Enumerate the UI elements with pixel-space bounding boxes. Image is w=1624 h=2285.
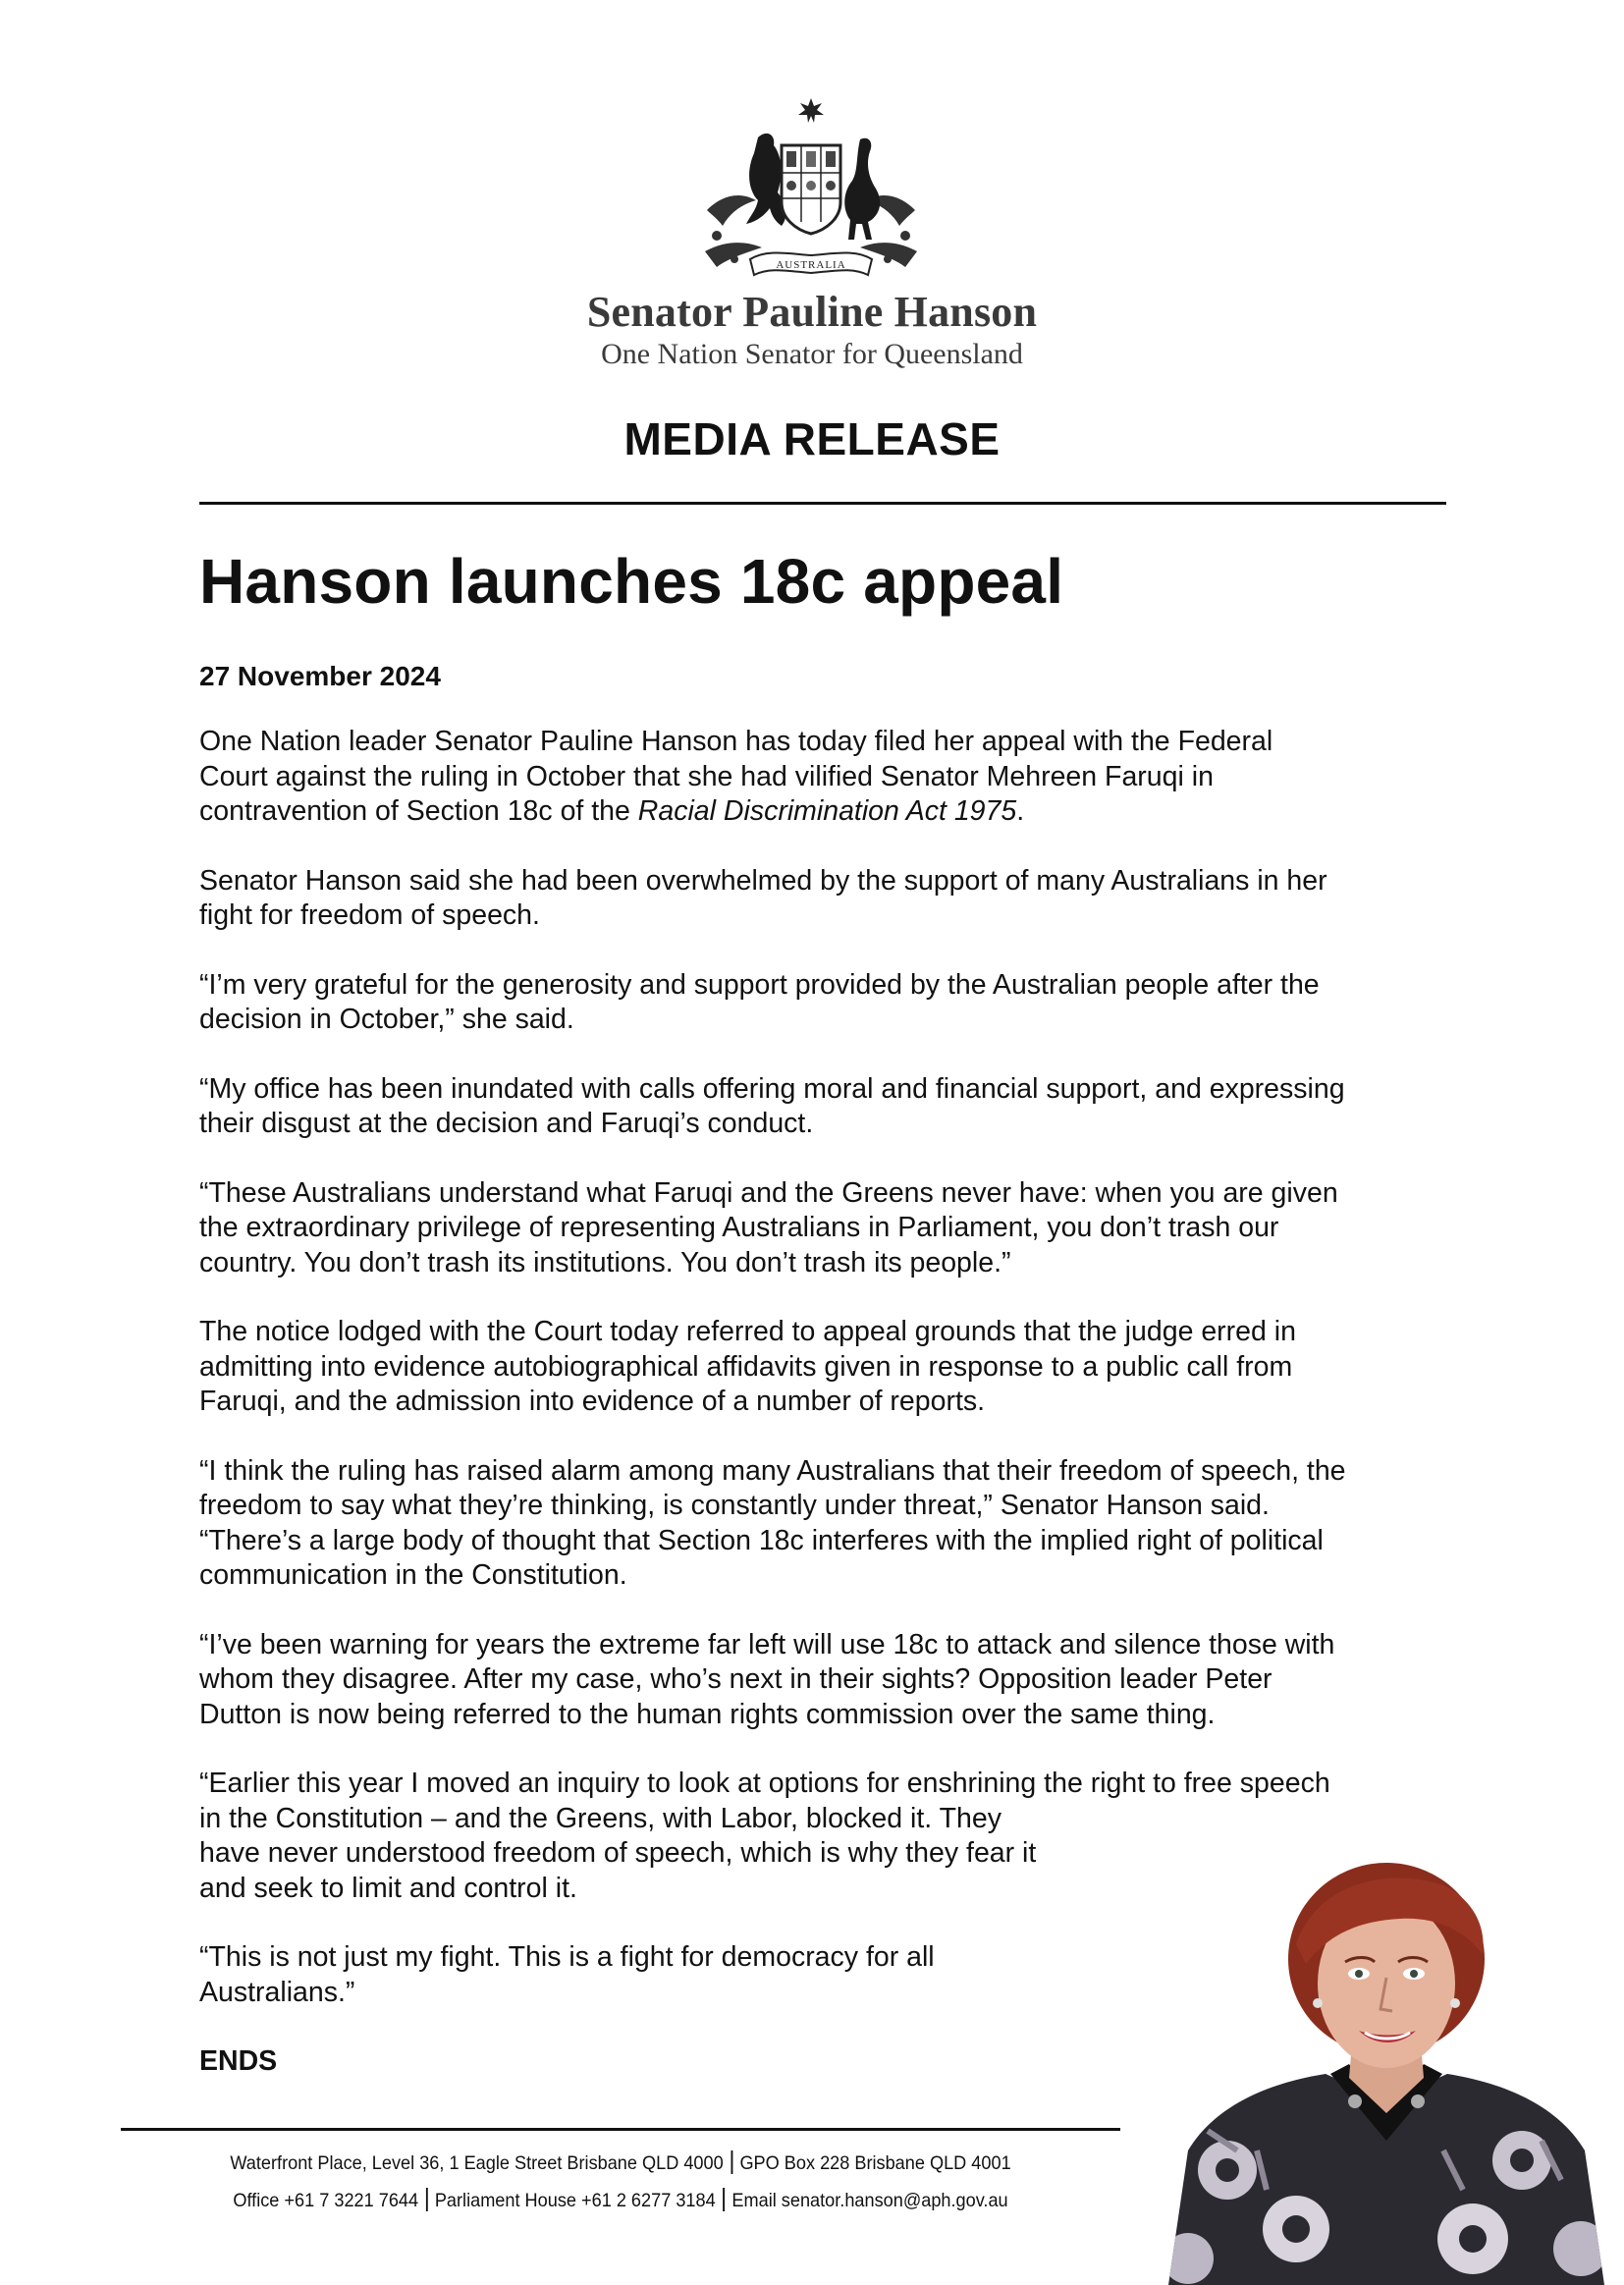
paragraph-5 [199,1176,1476,1281]
paragraph-line: their disgust at the decision and Faruqi’s conduct. [199,1108,814,1139]
paragraph-line: freedom to say what they’re thinking, is constantly under threat,” Senator Hanson said. [199,1490,1270,1521]
paragraph-line: “I think the ruling has raised alarm among many Australians that their freedom of speech, the [199,1454,1346,1487]
paragraph-1 [199,725,1476,830]
paragraph-6 [199,1315,1476,1420]
paragraph-line: Australians.” [199,1976,355,2008]
footer-address-line [156,2150,1086,2175]
paragraph-line: have never understood freedom of speech, which is why they fear it [199,1837,1037,1869]
act-title: Racial Discrimination Act 1975 [637,795,1017,827]
footer-email: Email senator.hanson@aph.gov.au [731,2190,1008,2211]
paragraph-line: Faruqi, and the admission into evidence of a number of reports. [199,1386,986,1417]
paragraph-4 [199,1072,1476,1142]
paragraph-line: in the Constitution – and the Greens, with Labor, blocked it. They [199,1802,1001,1834]
paragraph-line: “Earlier this year I moved an inquiry to look at options for enshrining the right to free speech [199,1768,1330,1799]
footer-office-phone: Office +61 7 3221 7644 [233,2190,419,2211]
paragraph-8 [199,1628,1476,1733]
footer-contact-line [156,2188,1086,2212]
paragraph-line: “My office has been inundated with calls offering moral and financial support, and expressing [199,1072,1345,1105]
senator-name: Senator Pauline Hanson [586,288,1038,336]
paragraph-line: One Nation leader Senator Pauline Hanson has today filed her appeal with the Federal [199,726,1273,757]
senator-subtitle: One Nation Senator for Queensland [601,338,1023,370]
paragraph-line: admitting into evidence autobiographical affidavits given in response to a public call from [199,1350,1293,1383]
paragraph-line: “There’s a large body of thought that Section 18c interferes with the implied right of political [199,1524,1324,1556]
release-date: 27 November 2024 [199,661,441,691]
ends-marker: ENDS [199,2045,278,2077]
text-run: . [1016,795,1025,827]
paragraph-line: decision in October,” she said. [199,1004,574,1035]
footer-parliament-phone: Parliament House +61 2 6277 3184 [434,2190,716,2211]
paragraph-3 [199,968,1476,1038]
document-type-heading: MEDIA RELEASE [623,413,1001,464]
scroll-text: AUSTRALIA [776,259,846,271]
paragraph-line: “This is not just my fight. This is a fight for democracy for all [199,1941,935,1973]
footer-separator [731,2150,732,2174]
emu-figure [844,138,880,240]
paragraph-line: and seek to limit and control it. [199,1872,577,1904]
commonwealth-star [798,98,824,123]
paragraph-line: whom they disagree. After my case, who’s next in their sights? Opposition leader Peter [199,1663,1272,1695]
paragraph-line: Dutton is now being referred to the human rights commission over the same thing. [199,1698,1216,1730]
paragraph-line: “I’m very grateful for the generosity and support provided by the Australian people after the [199,968,1320,1001]
paragraph-line: fight for freedom of speech. [199,899,540,931]
paragraph-line: The notice lodged with the Court today referred to appeal grounds that the judge erred in [199,1316,1296,1347]
paragraph-line: Senator Hanson said she had been overwhelmed by the support of many Australians in her [199,864,1327,897]
headline: Hanson launches 18c appeal [199,546,1064,617]
text-run: contravention of Section 18c of the [199,795,638,827]
footer-separator [426,2188,428,2211]
paragraph-line: “I’ve been warning for years the extreme far left will use 18c to attack and silence those with [199,1628,1335,1660]
paragraph-line: Court against the ruling in October that she had vilified Senator Mehreen Faruqi in [199,760,1214,792]
header-divider [199,502,1446,505]
paragraph-line [199,794,1476,830]
paragraph-line: country. You don’t trash its institutions. You don’t trash its people.” [199,1246,1011,1279]
footer-divider [121,2128,1120,2131]
paragraph-7 [199,1454,1476,1594]
senator-portrait [1149,1856,1624,2285]
coat-of-arms-icon [687,94,935,291]
footer-address: Waterfront Place, Level 36, 1 Eagle Street Brisbane QLD 4000 [230,2152,724,2174]
footer-separator [723,2188,725,2211]
paragraph-line: “These Australians understand what Faruqi and the Greens never have: when you are given [199,1176,1338,1209]
kangaroo-figure [746,134,785,226]
paragraph-2 [199,864,1476,934]
paragraph-line: the extraordinary privilege of representing Australians in Parliament, you don’t trash our [199,1212,1279,1243]
paragraph-line: communication in the Constitution. [199,1559,627,1591]
footer-po-box: GPO Box 228 Brisbane QLD 4001 [739,2152,1011,2174]
